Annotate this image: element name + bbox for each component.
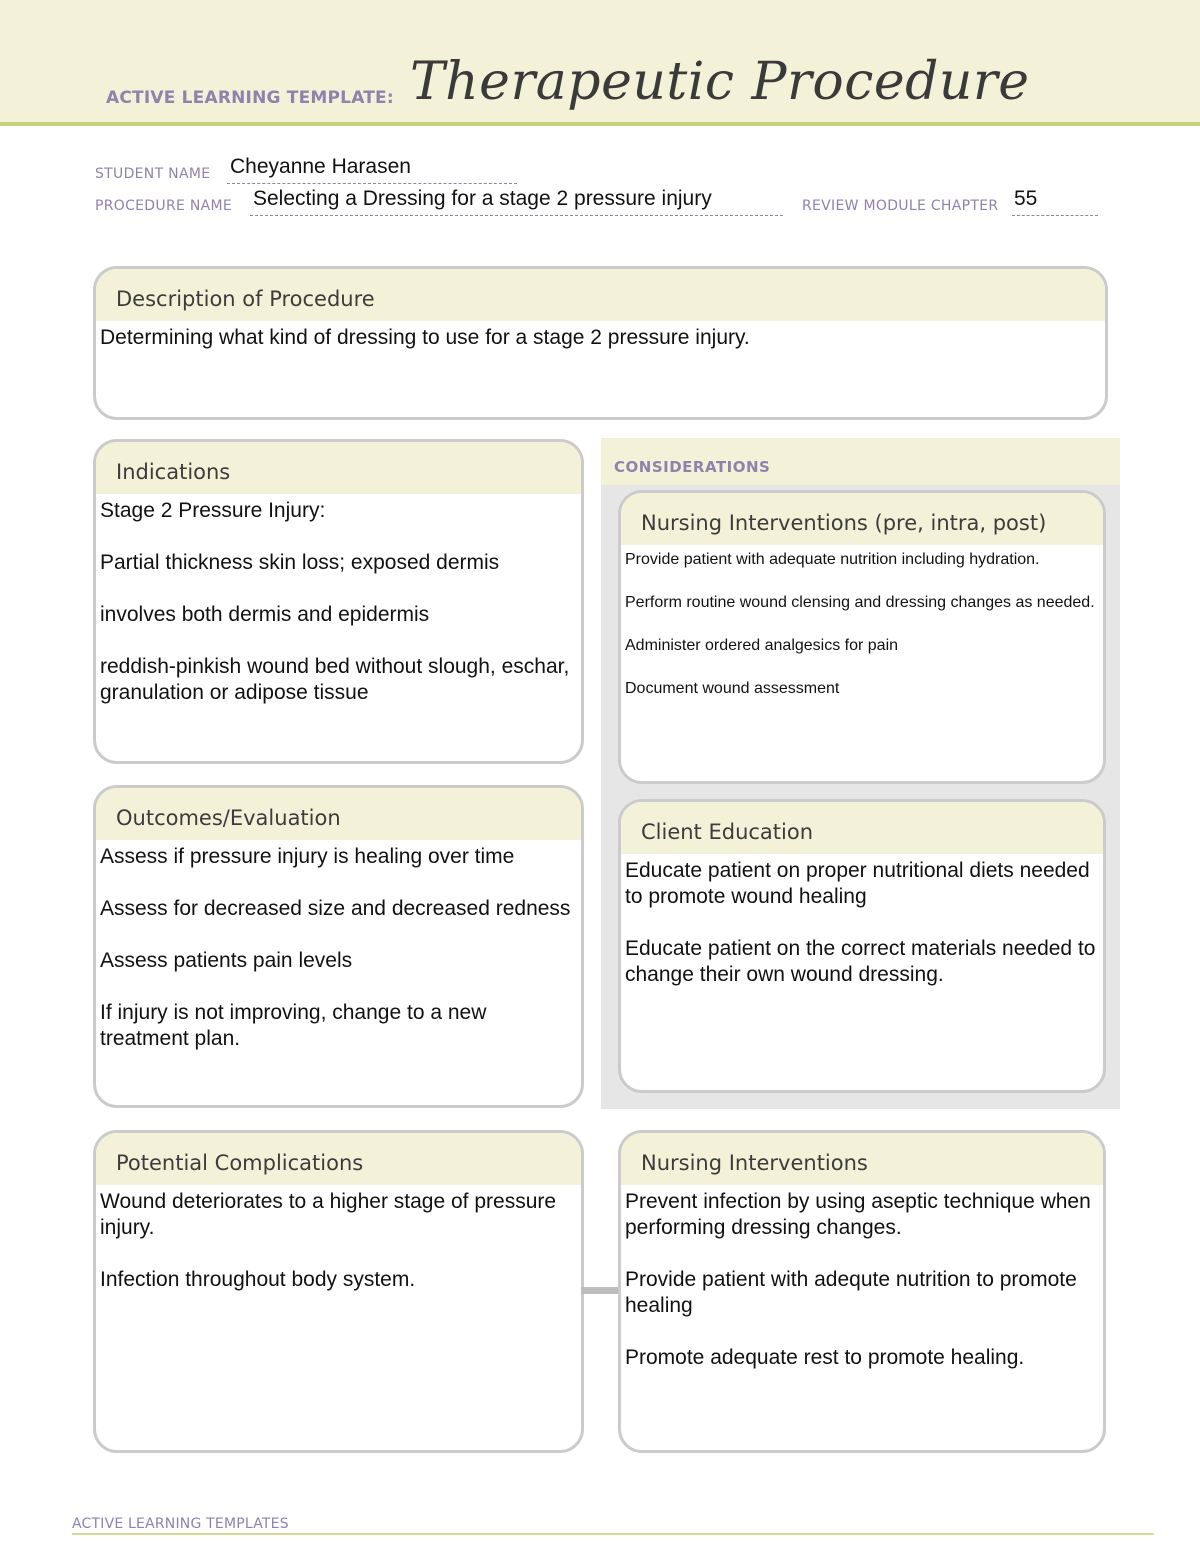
review-chapter-underline (1012, 215, 1098, 216)
list-item: Infection throughout body system. (100, 1268, 416, 1291)
review-chapter-field[interactable]: 55 (1014, 187, 1038, 210)
complications-box (93, 1130, 584, 1453)
nursing-interventions-box (618, 490, 1106, 784)
student-name-label: STUDENT NAME (95, 166, 211, 182)
list-item: Administer ordered analgesics for pain (625, 637, 899, 654)
list-item: Assess for decreased size and decreased redness (100, 897, 571, 920)
list-item: Partial thickness skin loss; exposed dermis (100, 551, 500, 574)
outcomes-body[interactable] (96, 840, 581, 1052)
list-item: Document wound assessment (625, 680, 840, 697)
indications-box (93, 439, 584, 764)
footer-label: ACTIVE LEARNING TEMPLATES (72, 1516, 289, 1532)
student-name-field[interactable]: Cheyanne Harasen (230, 155, 411, 178)
indications-title: Indications (96, 442, 581, 494)
client-education-box (618, 799, 1106, 1093)
nursing-interventions-body[interactable] (621, 545, 1103, 700)
complication-interventions-box (618, 1130, 1106, 1453)
procedure-name-label: PROCEDURE NAME (95, 198, 233, 214)
list-item: Educate patient on the correct materials needed to change their own wound dressing. (625, 937, 1096, 986)
client-education-body[interactable] (621, 854, 1103, 988)
procedure-name-field[interactable]: Selecting a Dressing for a stage 2 pressure injury (253, 187, 712, 210)
list-item: Assess patients pain levels (100, 949, 353, 972)
description-box (93, 266, 1108, 420)
list-item: Prevent infection by using aseptic technique when performing dressing changes. (625, 1190, 1091, 1239)
complications-title: Potential Complications (96, 1133, 581, 1185)
list-item: Provide patient with adequate nutrition including hydration. (625, 551, 1040, 568)
list-item: Provide patient with adequte nutrition to promote healing (625, 1268, 1077, 1317)
list-item: Educate patient on proper nutritional diets needed to promote wound healing (625, 859, 1090, 908)
description-text: Determining what kind of dressing to use for a stage 2 pressure injury. (100, 326, 750, 349)
list-item: If injury is not improving, change to a new treatment plan. (100, 1001, 487, 1050)
procedure-name-underline (250, 215, 783, 216)
complications-body[interactable] (96, 1185, 581, 1293)
list-item: Assess if pressure injury is healing over time (100, 845, 515, 868)
footer-divider (72, 1533, 1154, 1535)
page-title: Therapeutic Procedure (410, 52, 1030, 112)
review-chapter-label: REVIEW MODULE CHAPTER (802, 198, 999, 214)
nursing-interventions-title: Nursing Interventions (pre, intra, post) (621, 493, 1103, 545)
header-divider (0, 122, 1200, 126)
list-item: Promote adequate rest to promote healing. (625, 1346, 1025, 1369)
list-item: involves both dermis and epidermis (100, 603, 430, 626)
outcomes-title: Outcomes/Evaluation (96, 788, 581, 840)
list-item: Stage 2 Pressure Injury: (100, 499, 326, 522)
description-title: Description of Procedure (96, 269, 1105, 321)
connector-bar (581, 1287, 621, 1294)
considerations-label: CONSIDERATIONS (614, 458, 771, 476)
student-name-underline (227, 183, 517, 184)
outcomes-box (93, 785, 584, 1108)
client-education-title: Client Education (621, 802, 1103, 854)
complication-interventions-title: Nursing Interventions (621, 1133, 1103, 1185)
indications-body[interactable] (96, 494, 581, 706)
description-body[interactable] (96, 321, 1105, 351)
list-item: Perform routine wound clensing and dressing changes as needed. (625, 594, 1095, 611)
list-item: Wound deteriorates to a higher stage of pressure injury. (100, 1190, 557, 1239)
list-item: reddish-pinkish wound bed without slough, eschar, granulation or adipose tissue (100, 655, 570, 704)
template-label: ACTIVE LEARNING TEMPLATE: (106, 88, 394, 108)
complication-interventions-body[interactable] (621, 1185, 1103, 1371)
